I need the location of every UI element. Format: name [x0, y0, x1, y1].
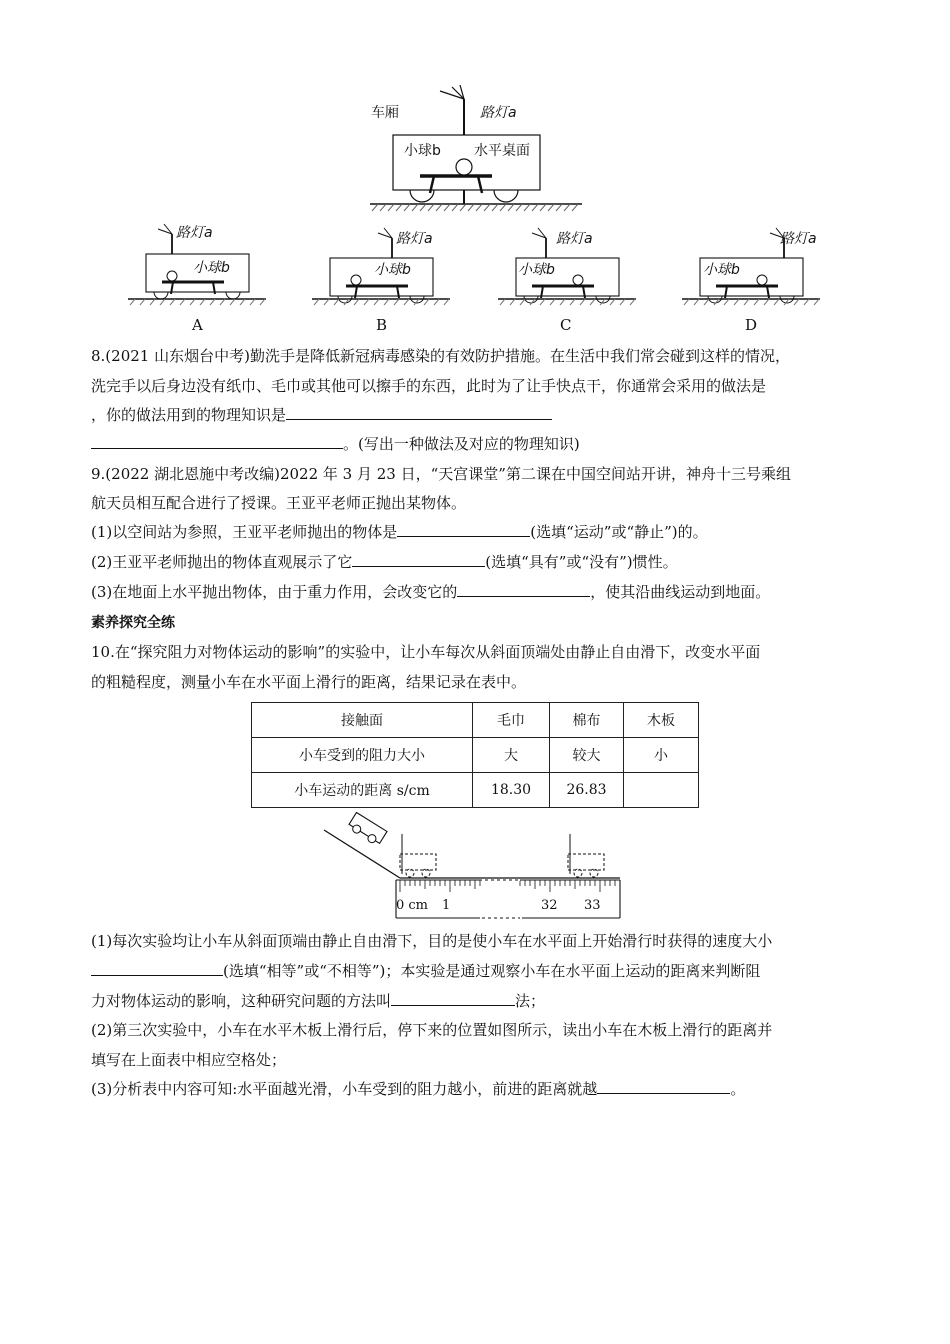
ball-icon [351, 275, 361, 285]
q9-part1-head: (1)以空间站为参照，王亚平老师抛出的物体是 [91, 523, 398, 541]
ruler-one-label: 1 [442, 898, 451, 913]
q10-blank-1[interactable] [91, 961, 223, 976]
option-c-ball-label: 小球b [518, 262, 555, 278]
table-header-cell: 毛巾 [473, 703, 550, 738]
label-table: 水平桌面 [474, 143, 530, 159]
label-street-lamp: 路灯a [480, 105, 517, 121]
ball-icon [167, 271, 177, 281]
q10-part2-line1: (2)第三次实验中，小车在水平木板上滑行后，停下来的位置如图所示，读出小车在木板上滑行的距离并 [91, 1021, 773, 1039]
table-cell: 小车运动的距离 s/cm [252, 773, 473, 808]
q8-line1: 8.(2021 山东烟台中考)勤洗手是降低新冠病毒感染的有效防护措施。在生活中我们常会碰到这样的情况， [91, 347, 790, 365]
q8-line2: 洗完手以后身边没有纸巾、毛巾或其他可以擦手的东西，此时为了让手快点干，你通常会采用的做法是 [91, 377, 767, 395]
q9-part2 [91, 552, 678, 572]
ruler-33-label: 33 [584, 898, 601, 913]
table-row [252, 738, 699, 773]
q10-blank-2[interactable] [391, 991, 515, 1006]
option-b-letter: B [376, 316, 388, 334]
ball-icon [757, 275, 767, 285]
ruler-32-label: 32 [541, 898, 558, 913]
q9-blank-3[interactable] [457, 582, 590, 597]
results-table [251, 702, 699, 808]
option-b-lamp-label: 路灯a [396, 231, 433, 247]
car-on-ramp-icon [347, 812, 387, 846]
option-c-lamp-label: 路灯a [556, 231, 593, 247]
table-cell: 较大 [550, 738, 624, 773]
q9-part2-head: (2)王亚平老师抛出的物体直观展示了它 [91, 553, 353, 571]
ball-icon [456, 159, 472, 175]
car-start-icon [400, 854, 436, 877]
ruler-zero-label: 0 cm [396, 898, 429, 913]
q8-line4 [91, 434, 580, 454]
q10-part3-head: (3)分析表中内容可知:水平面越光滑，小车受到的阻力越小，前进的距离就越 [91, 1080, 598, 1098]
table-cell: 26.83 [550, 773, 624, 808]
option-b-ball-label: 小球b [374, 262, 411, 278]
option-d-lamp-label: 路灯a [780, 231, 817, 247]
ball-icon [573, 275, 583, 285]
q8-line3 [91, 405, 552, 425]
table-cell: 大 [473, 738, 550, 773]
table-cell: 18.30 [473, 773, 550, 808]
q9-line1: 9.(2022 湖北恩施中考改编)2022 年 3 月 23 日，“天宫课堂”第二课在中国空间站开讲，神舟十三号乘组 [91, 465, 791, 483]
q8-blank-1[interactable] [286, 405, 552, 420]
table-row [252, 773, 699, 808]
table-cell: 小 [624, 738, 699, 773]
q10-line2: 的粗糙程度，测量小车在水平面上滑行的距离，结果记录在表中。 [91, 673, 527, 691]
q10-line1: 10.在“探究阻力对物体运动的影响”的实验中，让小车每次从斜面顶端处由静止自由滑下，改变水平面 [91, 643, 761, 661]
q10-part1-line3 [91, 991, 545, 1011]
q10-part1-line1: (1)每次实验均让小车从斜面顶端由静止自由滑下，目的是使小车在水平面上开始滑行时获得的速度大小 [91, 932, 773, 950]
q10-part1-line3-head: 力对物体运动的影响，这种研究问题的方法叫 [91, 992, 392, 1010]
option-a-letter: A [192, 316, 203, 334]
option-c-letter: C [560, 316, 572, 334]
q9-part1-tail: (选填“运动”或“静止”)的。 [530, 523, 708, 541]
table-header-cell: 木板 [624, 703, 699, 738]
q9-part3 [91, 582, 770, 602]
option-a-lamp-label: 路灯a [176, 225, 213, 241]
q9-blank-1[interactable] [397, 522, 530, 537]
q9-blank-2[interactable] [352, 552, 485, 567]
option-a-ball-label: 小球b [193, 260, 230, 276]
q10-part1-line2-text: (选填“相等”或“不相等”)；本实验是通过观察小车在水平面上运动的距离来判断阻 [223, 962, 761, 980]
q9-part1 [91, 522, 708, 542]
street-lamp-icon [440, 85, 464, 135]
q9-line2: 航天员相互配合进行了授课。王亚平老师正抛出某物体。 [91, 494, 467, 512]
table-header-cell: 接触面 [252, 703, 473, 738]
table-header-cell: 棉布 [550, 703, 624, 738]
table-cell: 小车受到的阻力大小 [252, 738, 473, 773]
q8-blank-2[interactable] [91, 434, 343, 449]
q9-part3-head: (3)在地面上水平抛出物体，由于重力作用，会改变它的 [91, 583, 458, 601]
q8-line3-text: ，你的做法用到的物理知识是 [91, 406, 287, 424]
q10-part1-line3-tail: 法； [515, 992, 546, 1010]
car-end-icon [568, 854, 604, 877]
option-d-ball-label: 小球b [703, 262, 740, 278]
q9-part2-tail: (选填“具有”或“没有”)惯性。 [485, 553, 678, 571]
q10-part3-tail: 。 [730, 1080, 746, 1098]
label-carriage: 车厢 [371, 105, 399, 121]
q10-part2-line2: 填写在上面表中相应空格处； [91, 1051, 287, 1069]
table-row [252, 703, 699, 738]
q10-part3 [91, 1079, 745, 1099]
q10-blank-3[interactable] [597, 1079, 730, 1094]
q9-part3-tail: ，使其沿曲线运动到地面。 [590, 583, 771, 601]
option-d-letter: D [745, 316, 758, 334]
table-cell-blank[interactable] [624, 773, 699, 808]
section-title: 素养探究全练 [91, 615, 175, 631]
q10-part1-line2 [91, 961, 760, 981]
label-ball: 小球b [404, 143, 441, 159]
q8-line4-text: 。(写出一种做法及对应的物理知识) [343, 435, 580, 453]
